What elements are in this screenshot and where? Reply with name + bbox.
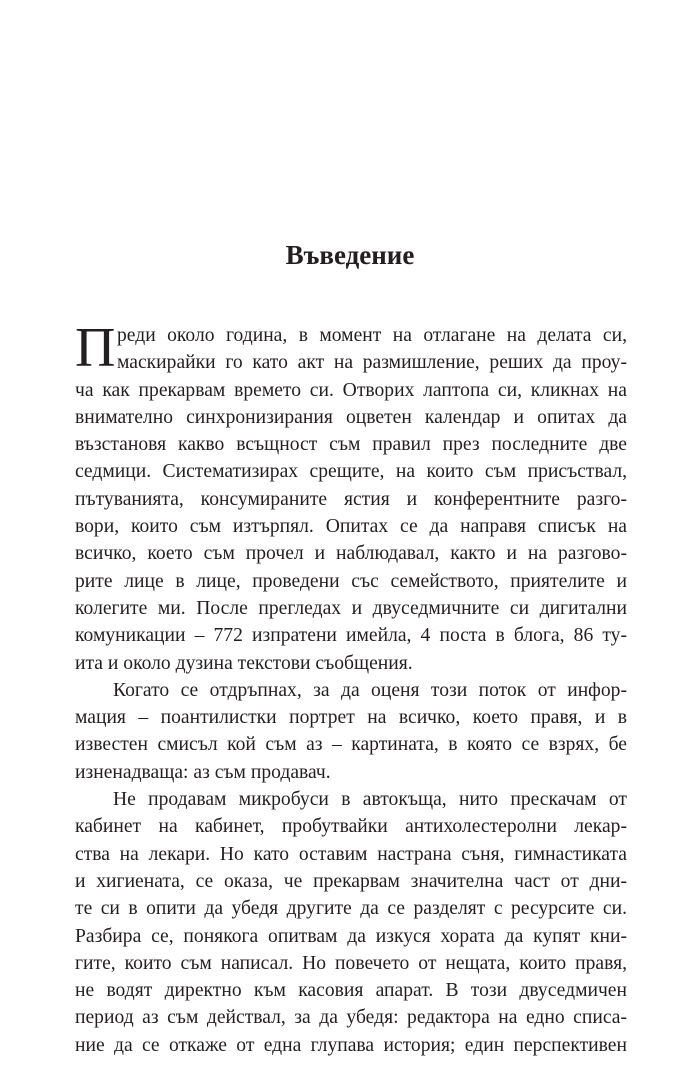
text-line: внимателно синхронизирания оцветен календар и опитах да (75, 406, 627, 428)
text-line: гите, които съм написал. Но повечето от нещата, които правя, (75, 952, 627, 974)
paragraph (75, 786, 627, 1059)
text-line: комуникации – 772 изпратени имейла, 4 поста в блога, 86 ту- (75, 625, 627, 647)
body-text (75, 317, 627, 1059)
text-line: колегите ми. После прегледах и двуседмичните си дигитални (75, 597, 627, 619)
chapter-title: Въведение (285, 240, 415, 270)
text-line: ита и около дузина текстови съобщения. (75, 652, 413, 674)
text-line: Когато се отдръпнах, за да оценя този поток от инфор- (113, 679, 627, 701)
paragraph (75, 317, 627, 677)
text-line: ства на лекари. Но като оставим настрана съня, гимнастиката (75, 843, 627, 865)
text-line: ча как прекарвам времето си. Отворих лаптопа си, кликнах на (75, 379, 627, 401)
text-line: вори, които съм изтърпял. Опитах се да направя списък на (75, 516, 627, 538)
text-line-content: реди около година, в момент на отлагане на делата си, (117, 325, 627, 346)
text-line: те си в опити да убедя другите да се разделят с ресурсите си. (75, 898, 627, 920)
text-line: и хигиената, се оказа, че прекарвам значителна част от дни- (75, 870, 627, 892)
text-line: Разбира се, понякога опитвам да изкуся хората да купят кни- (75, 925, 627, 947)
text-line: известен смисъл кой съм аз – картината, в която се взрях, бе (75, 734, 627, 756)
text-line: период аз съм действал, за да убедя: редактора на едно списа- (75, 1007, 627, 1029)
text-line: Не продавам микробуси в автокъща, нито прескачам от (113, 789, 627, 811)
text-line: всичко, което съм прочел и наблюдавал, както и на разгово- (75, 543, 627, 565)
text-line: изненадваща: аз съм продавач. (75, 761, 331, 783)
text-line: не водят директно към касовия апарат. В този двуседмичен (75, 980, 627, 1002)
text-line: ние да се откаже от една глупава история; един перспективен (75, 1034, 627, 1056)
text-line: възстановя какво всъщност съм правил през последните две (75, 434, 627, 456)
text-line: седмици. Систематизирах срещите, на които съм присъствал, (75, 461, 627, 483)
text-line: рите лице в лице, проведени със семейството, приятелите и (75, 570, 627, 592)
text-line: маскирайки го като акт на размишление, реших да проу- (117, 352, 627, 374)
text-line: мация – поантилистки портрет на всичко, което правя, и в (75, 707, 627, 729)
drop-cap: П (75, 317, 116, 379)
text-line: кабинет на кабинет, пробутвайки антихолестеролни лекар- (75, 816, 627, 838)
paragraph (75, 677, 627, 786)
text-line: пътуванията, консумираните ястия и конферентните разго- (75, 488, 627, 510)
